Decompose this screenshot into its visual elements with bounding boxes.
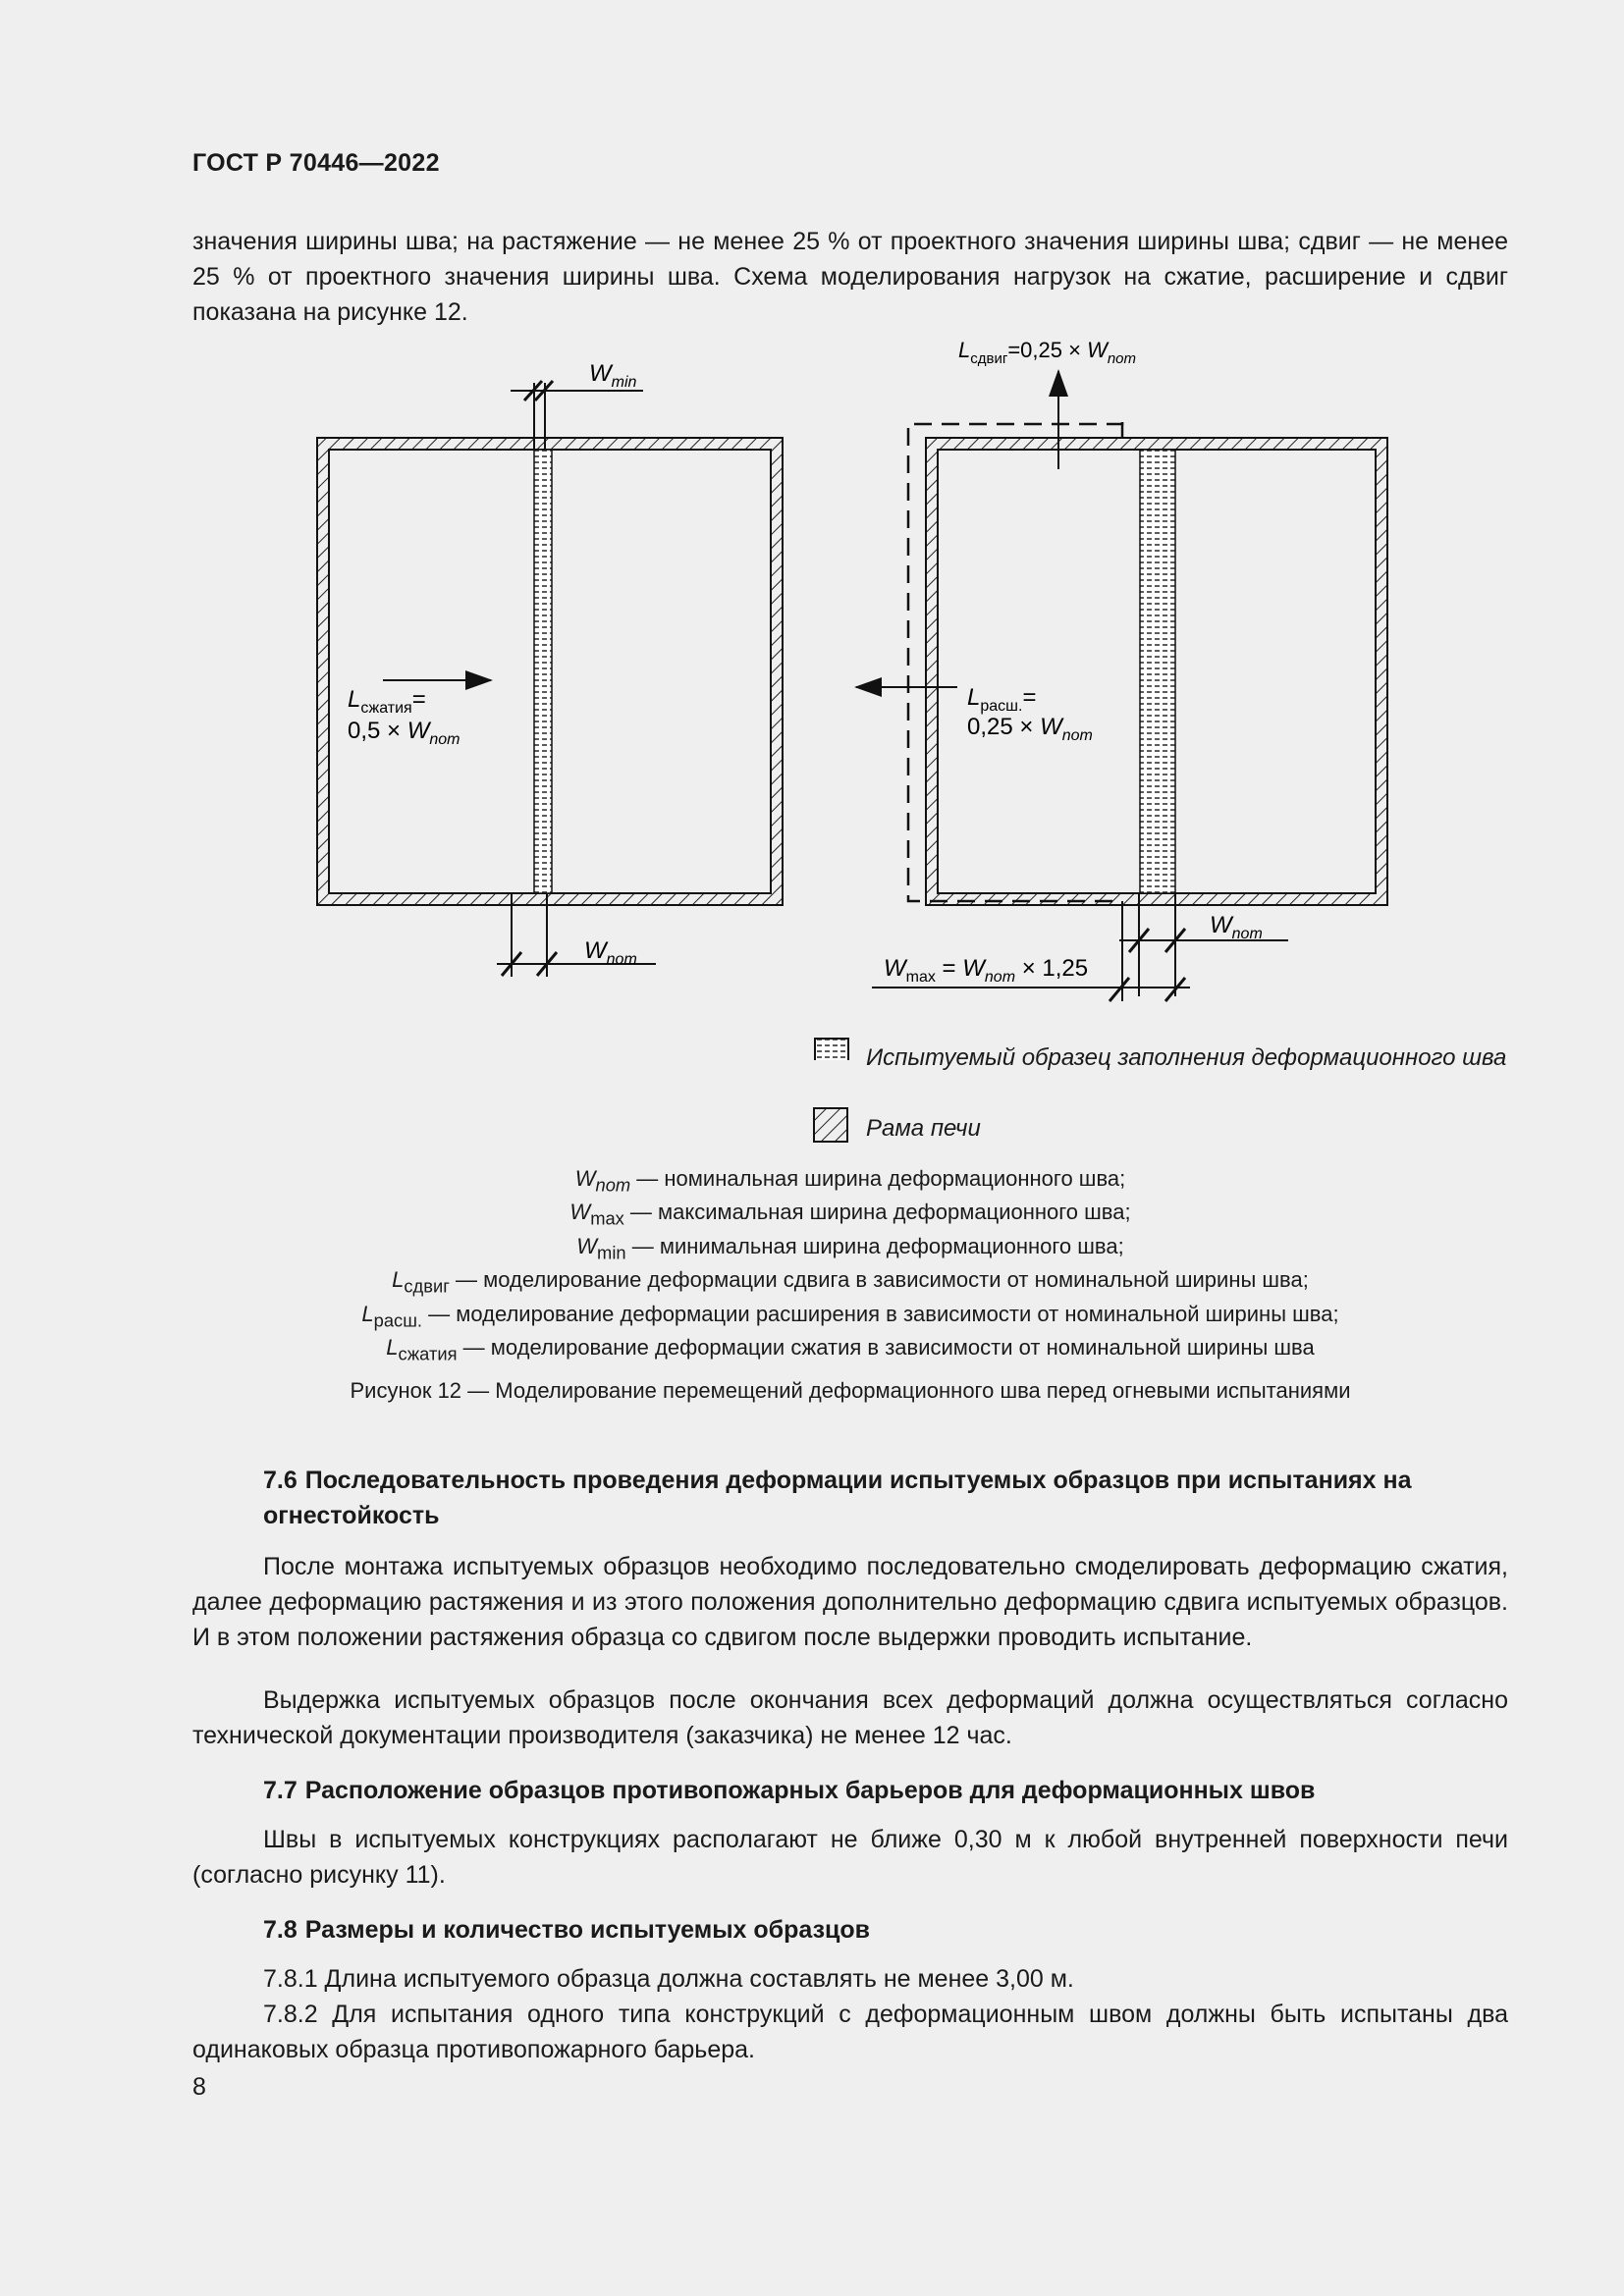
definition-row: $L_{сжатия}$ — моделирование деформации сжатия в зависимости от номинальной ширины шва [386,1334,1315,1364]
section-7-8-1: 7.8.1 Длина испытуемого образца должна составлять не менее 3,00 м. [263,1965,1074,1993]
right-frame [856,338,1387,1001]
specimen-fill-icon [815,1039,848,1060]
figure-caption: Рисунок 12 — Моделирование перемещений деформационного шва перед огневыми испытаниями [350,1378,1351,1403]
section-7-8-2: 7.8.2 Для испытания одного типа конструкций с деформационным швом должны быть испытаны два одинаковых образца противопожарного барьера. [192,2001,1508,2063]
definition-row: $L_{сдвиг}$ — моделирование деформации сдвига в зависимости от номинальной ширины шва; [392,1267,1309,1297]
definition-row: $W_{nom}$ — номинальная ширина деформационного шва; [574,1166,1126,1196]
section-7-6-paragraph-1: После монтажа испытуемых образцов необходимо последовательно смоделировать деформацию сжатия, далее деформацию растяжения и из этого положения дополнительно деформацию сдвига испытуемых образцов. И в этом положении растяжения образца со сдвигом после выдержки проводить испытание. [192,1553,1508,1651]
definition-row: $W_{min}$ — минимальная ширина деформационного шва; [576,1233,1124,1263]
w-min-label: $W_{min}$ [589,360,637,391]
left-frame [317,360,783,977]
legend-specimen-text: Испытуемый образец заполнения деформационного шва [866,1044,1507,1071]
symbol-definitions [192,1165,1508,1367]
definition-row: $W_{max}$ — максимальная ширина деформационного шва; [569,1200,1131,1229]
section-7-6-heading: 7.6 Последовательность проведения деформации испытуемых образцов при испытаниях на огнестойкость [263,1467,1412,1529]
l-compress-value: $0,5 \times W_{nom}$ [348,718,460,748]
w-nom-label: $W_{nom}$ [584,937,637,968]
furnace-frame-hatch-icon [813,1107,848,1143]
l-compress-label: $L_{сжатия}=$ [348,686,426,717]
document-header: ГОСТ Р 70446—2022 [192,149,440,177]
section-7-7-paragraph: Швы в испытуемых конструкциях располагают не ближе 0,30 м к любой внутренней поверхности печи (согласно рисунку 11). [192,1826,1508,1889]
figure-12-diagram [0,0,1624,1060]
intro-paragraph: значения ширины шва; на растяжение — не менее 25 % от проектного значения ширины шва; сдвиг — не менее 25 % от проектного значения ширины шва. Схема моделирования нагрузок на сжатие, расширение и сдвиг показана на рисунке 12. [192,228,1508,326]
right-seam-specimen [1140,450,1175,893]
legend-frame-text: Рама печи [866,1115,981,1142]
section-7-7-heading: 7.7 Расположение образцов противопожарных барьеров для деформационных швов [263,1777,1316,1804]
w-max-label: $W_{max} = W_{nom} \times 1,25$ [884,955,1089,986]
section-7-6-paragraph-2: Выдержка испытуемых образцов после окончания всех деформаций должна осуществляться согласно технической документации производителя (заказчика) не менее 12 час. [192,1686,1508,1749]
page-number: 8 [192,2073,206,2101]
left-seam-specimen [534,450,552,893]
l-shift-label: $L_{сдвиг}=0,25 \times W_{nom}$ [958,338,1137,367]
section-7-8-heading: 7.8 Размеры и количество испытуемых образцов [263,1916,871,1944]
definition-row: $L_{расш.}$ — моделирование деформации расширения в зависимости от номинальной ширины шва; [361,1301,1339,1330]
shifted-outline [908,422,1122,901]
l-expand-label: $L_{расш.}=$ [967,684,1037,715]
w-nom-right-label: $W_{nom}$ [1210,912,1263,942]
l-expand-value: $0,25 \times W_{nom}$ [967,714,1093,744]
